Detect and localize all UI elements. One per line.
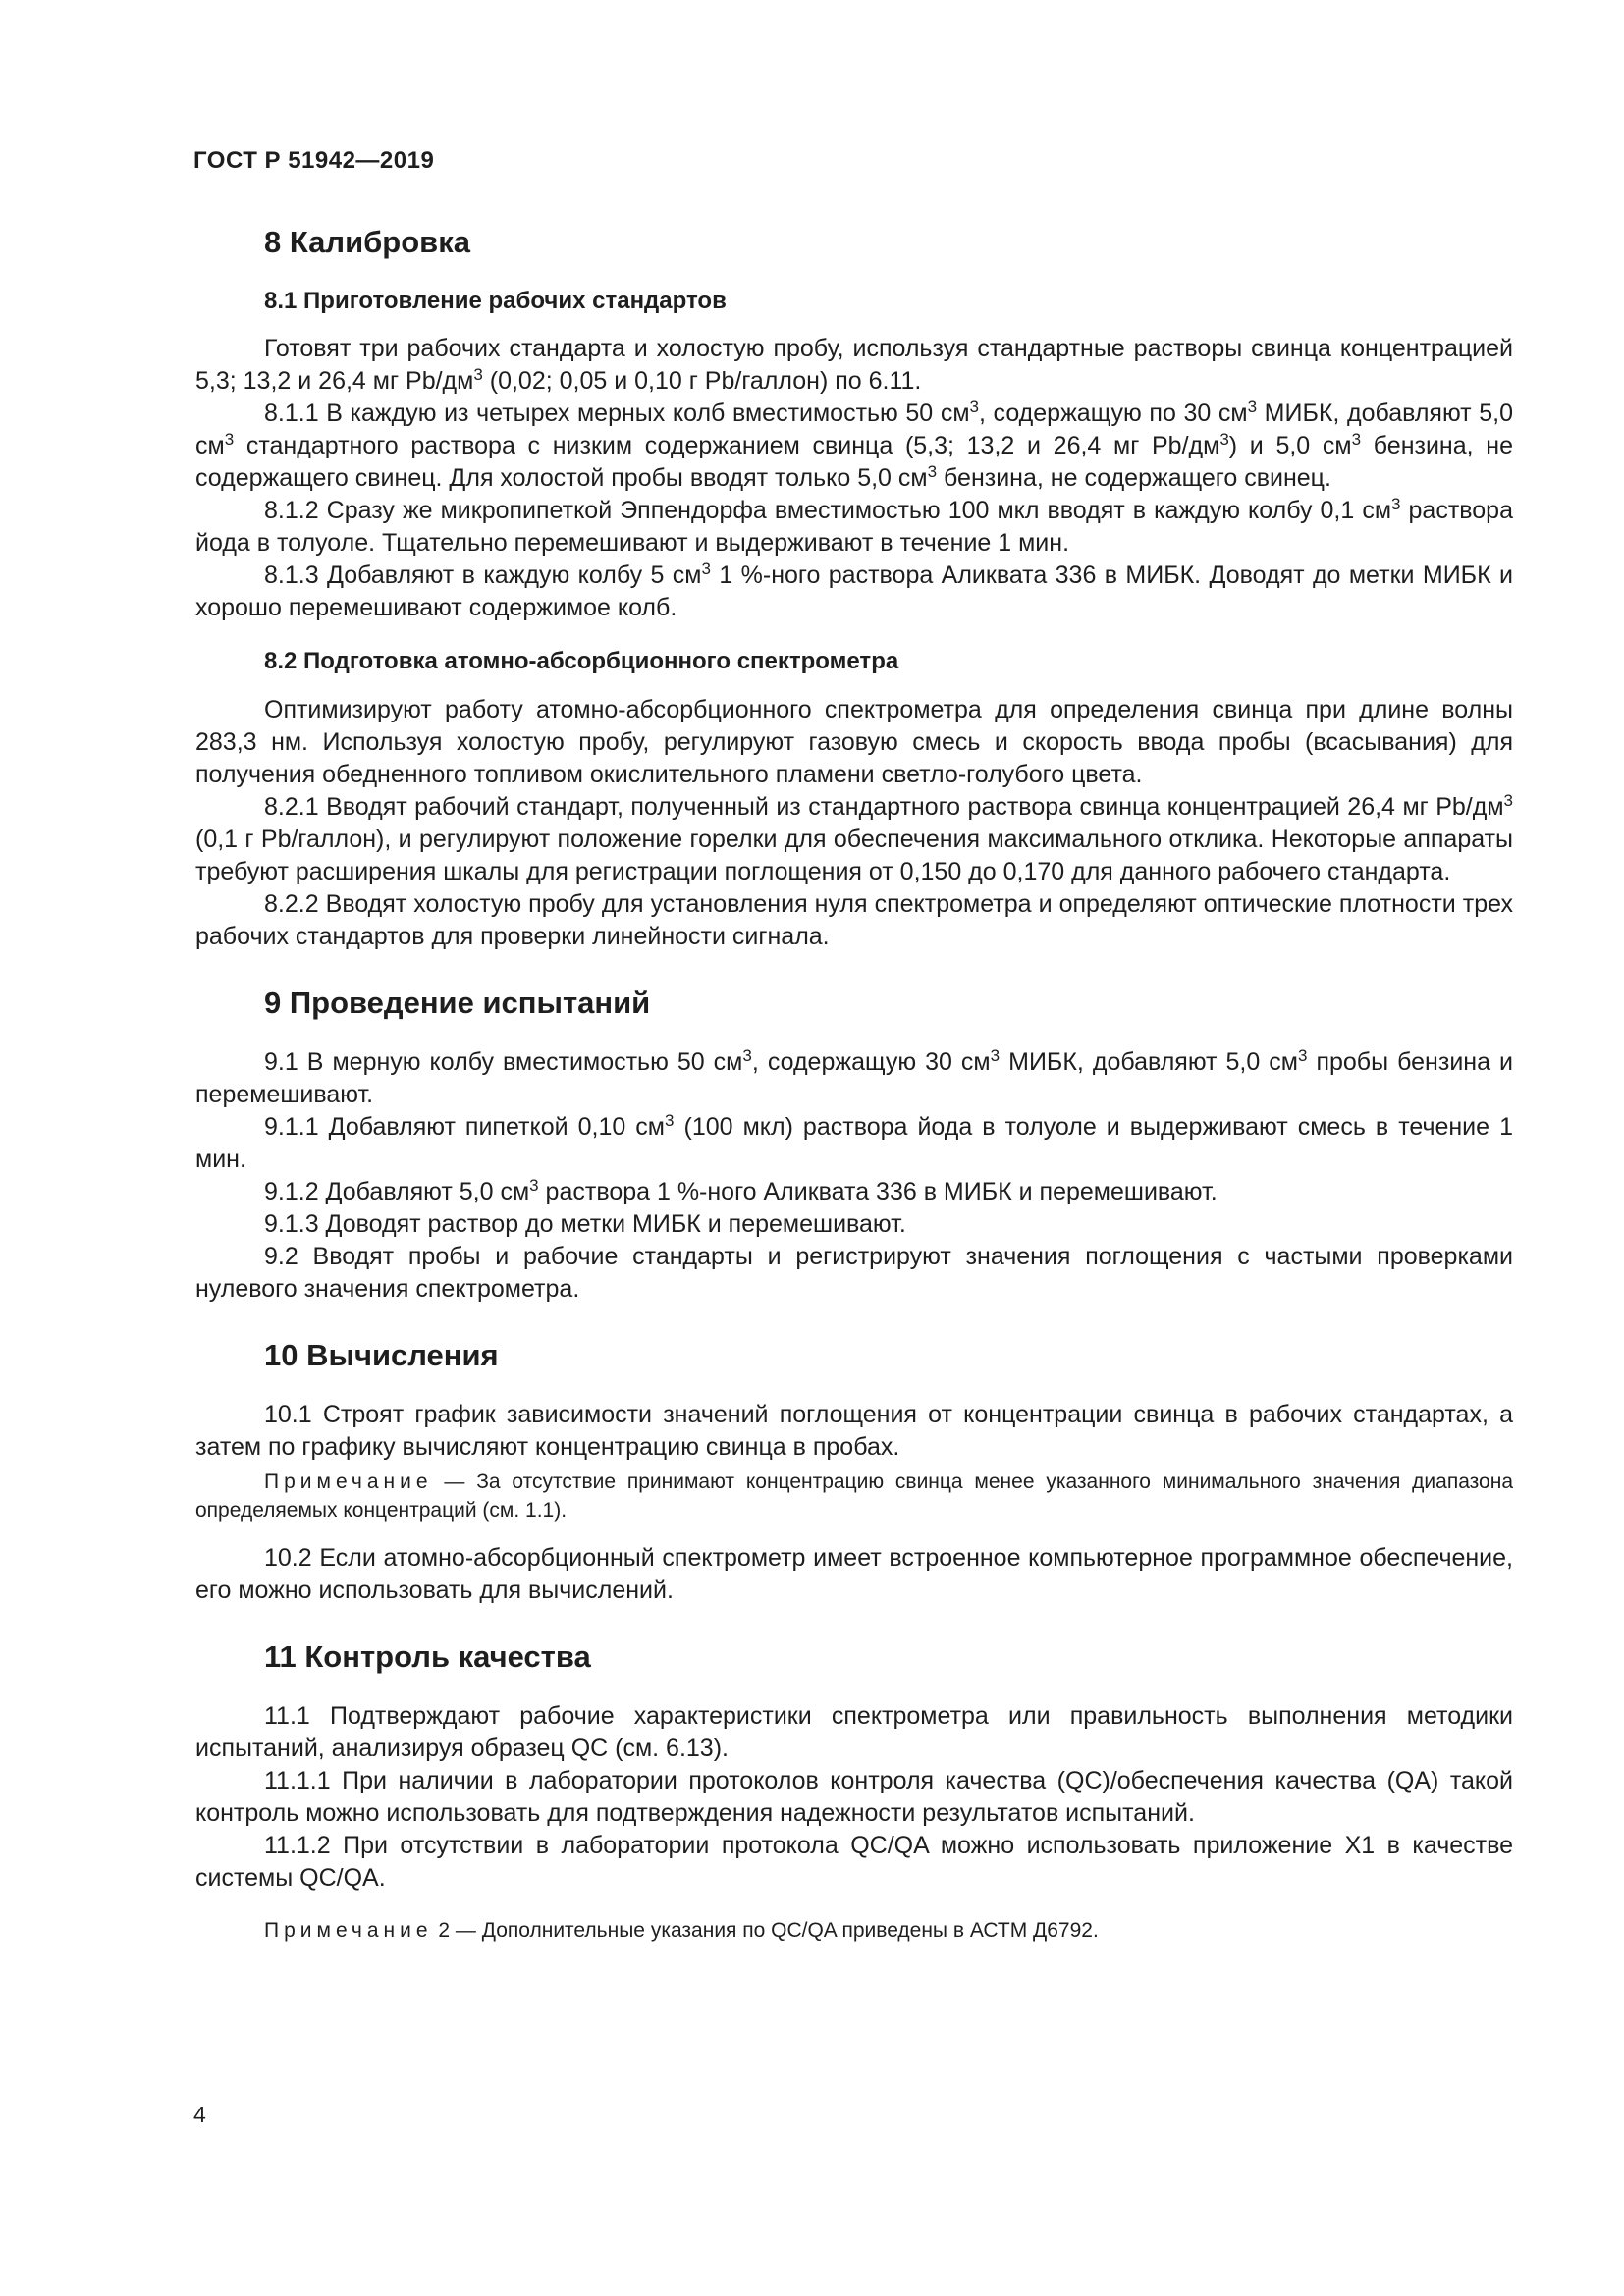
superscript: 3 bbox=[665, 1110, 675, 1130]
text-span: МИБК, добавляют 5,0 см bbox=[1000, 1047, 1298, 1076]
text-span: бензина, не содержащего свинец. Для холостой пробы вводят только 5,0 см bbox=[195, 432, 1513, 493]
paragraph-9-1-3: 9.1.3 Доводят раствор до метки МИБК и перемешивают. bbox=[264, 1209, 906, 1238]
text-span: 8.1.3 Добавляют в каждую колбу 5 см bbox=[264, 561, 702, 590]
text-span: (0,02; 0,05 и 0,10 г Pb/галлон) по 6.11. bbox=[482, 367, 922, 396]
text-span: , содержащую 30 см bbox=[751, 1047, 991, 1076]
paragraph-9-1 bbox=[195, 1046, 1513, 1111]
superscript: 3 bbox=[1351, 430, 1362, 450]
section-11-title: 11 Контроль качества bbox=[264, 1638, 591, 1674]
text-span: (0,1 г Pb/галлон), и регулируют положение горелки для обеспечения максимального отклика. Некоторые аппараты требуют расширения шкалы для регистрации поглощения от 0,150 до 0,170 для данного рабочего стандарта. bbox=[195, 825, 1513, 885]
superscript: 3 bbox=[473, 365, 483, 385]
superscript: 3 bbox=[1503, 790, 1513, 810]
section-9-title: 9 Проведение испытаний bbox=[264, 985, 651, 1020]
superscript: 3 bbox=[1247, 398, 1258, 417]
section-gap bbox=[195, 1306, 1513, 1337]
note-label: Примечание bbox=[264, 1919, 433, 1943]
superscript: 3 bbox=[701, 560, 711, 579]
superscript: 3 bbox=[529, 1175, 539, 1195]
superscript: 3 bbox=[1219, 430, 1229, 450]
text-span: 8.1.2 Сразу же микропипеткой Эппендорфа вместимостью 100 мкл вводят в каждую колбу 0,1 см bbox=[264, 497, 1392, 525]
text-span: 9.1 В мерную колбу вместимостью 50 см bbox=[264, 1047, 743, 1076]
superscript: 3 bbox=[969, 398, 979, 417]
superscript: 3 bbox=[742, 1045, 752, 1065]
note-text: — За отсутствие принимают концентрацию свинца менее указанного минимального значения диапазона определяемых концентраций (см. 1.1). bbox=[195, 1469, 1513, 1522]
text-span: 1 %-ного раствора Аликвата 336 в МИБК. Доводят до метки МИБК и хорошо перемешивают содержимое колб. bbox=[195, 561, 1513, 622]
superscript: 3 bbox=[990, 1045, 1001, 1065]
section-gap bbox=[195, 1607, 1513, 1638]
text-span: Готовят три рабочих стандарта и холостую пробу, используя стандартные растворы свинца концентрацией 5,3; 13,2 и 26,4 мг Pb/дм bbox=[195, 335, 1513, 396]
paragraph-9-2: 9.2 Вводят пробы и рабочие стандарты и регистрируют значения поглощения с частыми проверками нулевого значения спектрометра. bbox=[195, 1242, 1513, 1303]
paragraph-8-1-1 bbox=[195, 398, 1513, 495]
text-span: 8.1.1 В каждую из четырех мерных колб вместимостью 50 см bbox=[264, 400, 970, 428]
paragraph-8-1-3 bbox=[195, 560, 1513, 624]
superscript: 3 bbox=[224, 430, 235, 450]
paragraph-10-1: 10.1 Строят график зависимости значений поглощения от концентрации свинца в рабочих стандартах, а затем по графику вычисляют концентрацию свинца в пробах. bbox=[195, 1400, 1513, 1461]
section-10-title: 10 Вычисления bbox=[264, 1337, 499, 1372]
paragraph-8-2: Оптимизируют работу атомно-абсорбционного спектрометра для определения свинца при длине волны 283,3 нм. Используя холостую пробу, регулируют газовую смесь и скорость ввода пробы (всасывания) для получения обедненного топливом окислительного пламени светло-голубого цвета. bbox=[195, 695, 1513, 788]
text-span: 8.2.1 Вводят рабочий стандарт, полученный из стандартного раствора свинца концентрацией 26,4 мг Pb/дм bbox=[264, 792, 1504, 821]
text-span: пробы бензина и перемешивают. bbox=[195, 1047, 1513, 1108]
paragraph-8-2-2: 8.2.2 Вводят холостую пробу для установления нуля спектрометра и определяют оптические плотности трех рабочих стандартов для проверки линейности сигнала. bbox=[195, 889, 1513, 950]
paragraph-8-1 bbox=[195, 333, 1513, 398]
paragraph-9-1-1 bbox=[195, 1111, 1513, 1176]
superscript: 3 bbox=[1297, 1045, 1308, 1065]
text-span: стандартного раствора с низким содержанием свинца (5,3; 13,2 и 26,4 мг Pb/дм bbox=[234, 432, 1220, 460]
section-gap bbox=[195, 953, 1513, 985]
paragraph-9-1-2 bbox=[195, 1176, 1513, 1208]
text-span: (100 мкл) раствора йода в толуоле и выдерживают смесь в течение 1 мин. bbox=[195, 1112, 1513, 1173]
paragraph-8-2-1 bbox=[195, 791, 1513, 888]
text-span: 9.1.1 Добавляют пипеткой 0,10 см bbox=[264, 1112, 665, 1141]
paragraph-10-2: 10.2 Если атомно-абсорбционный спектрометр имеет встроенное компьютерное программное обеспечение, его можно использовать для вычислений. bbox=[195, 1543, 1513, 1604]
paragraph-8-1-2 bbox=[195, 495, 1513, 560]
note-10 bbox=[195, 1468, 1513, 1524]
superscript: 3 bbox=[1391, 495, 1401, 514]
document-header: ГОСТ Р 51942—2019 bbox=[193, 147, 435, 174]
text-span: , содержащую по 30 см bbox=[978, 400, 1248, 428]
text-span: раствора йода в толуоле. Тщательно перемешивают и выдерживают в течение 1 мин. bbox=[195, 497, 1513, 558]
subsection-8-2-title: 8.2 Подготовка атомно-абсорбционного спектрометра bbox=[264, 648, 899, 675]
paragraph-11-1: 11.1 Подтверждают рабочие характеристики спектрометра или правильность выполнения методики испытаний, анализируя образец QC (см. 6.13). bbox=[195, 1702, 1513, 1763]
page-number: 4 bbox=[193, 2102, 206, 2127]
note-text: 2 — Дополнительные указания по QC/QA приведены в АСТМ Д6792. bbox=[432, 1919, 1099, 1943]
text-span: МИБК, добавляют 5,0 см bbox=[195, 400, 1513, 460]
text-span: 9.1.2 Добавляют 5,0 см bbox=[264, 1177, 530, 1205]
text-span: раствора 1 %-ного Аликвата 336 в МИБК и перемешивают. bbox=[538, 1177, 1218, 1205]
paragraph-11-1-1: 11.1.1 При наличии в лаборатории протоколов контроля качества (QC)/обеспечения качества (QA) такой контроль можно использовать для подтверждения надежности результатов испытаний. bbox=[195, 1767, 1513, 1828]
superscript: 3 bbox=[927, 462, 938, 482]
text-span: бензина, не содержащего свинец. bbox=[937, 464, 1331, 493]
subsection-8-1-title: 8.1 Приготовление рабочих стандартов bbox=[264, 288, 727, 315]
text-span: ) и 5,0 см bbox=[1228, 432, 1352, 460]
section-8-title: 8 Калибровка bbox=[264, 225, 470, 259]
paragraph-11-1-2: 11.1.2 При отсутствии в лаборатории протокола QC/QA можно использовать приложение X1 в качестве системы QC/QA. bbox=[195, 1832, 1513, 1893]
note-label: Примечание bbox=[264, 1469, 433, 1493]
note-2 bbox=[195, 1916, 1513, 1945]
document-body bbox=[195, 224, 1513, 1962]
